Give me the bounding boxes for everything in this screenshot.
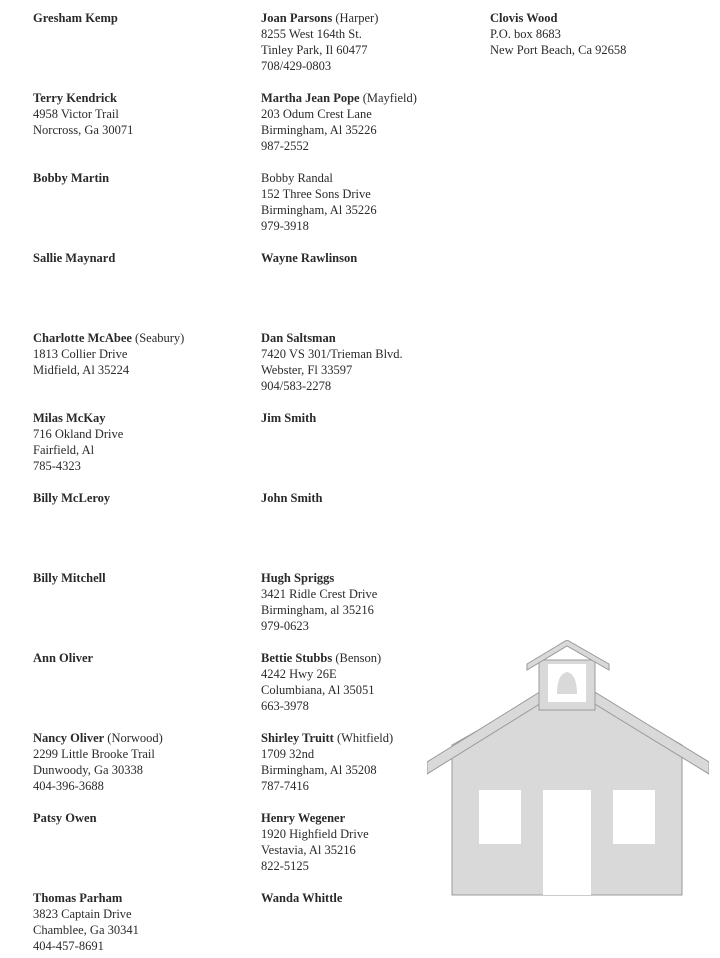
- entry-address-line: 2299 Little Brooke Trail: [33, 747, 155, 761]
- entry-name-line: [261, 570, 476, 586]
- entry-address-line: Chamblee, Ga 30341: [33, 923, 139, 937]
- entry-name-line: [261, 170, 476, 186]
- entry-phone: 979-0623: [261, 619, 309, 633]
- entry-phone: 979-3918: [261, 219, 309, 233]
- entry-name: Dan Saltsman: [261, 331, 336, 345]
- entry-address-line: 1709 32nd: [261, 747, 315, 761]
- entry-address-line: Birmingham, al 35216: [261, 603, 374, 617]
- entry-address-line: Dunwoody, Ga 30338: [33, 763, 143, 777]
- entry-name: Milas McKay: [33, 411, 106, 425]
- entry-maiden-name: (Seabury): [135, 331, 185, 345]
- entry-name: Nancy Oliver: [33, 731, 105, 745]
- entry-name: Ann Oliver: [33, 651, 94, 665]
- directory-entry: [33, 810, 248, 826]
- entry-name: Wanda Whittle: [261, 891, 343, 905]
- entry-address-line: 4958 Victor Trail: [33, 107, 119, 121]
- entry-name-line: [261, 410, 476, 426]
- entry-name-line: [33, 730, 248, 746]
- entry-address-line: 7420 VS 301/Trieman Blvd.: [261, 347, 403, 361]
- directory-entry: [33, 330, 248, 378]
- entry-maiden-name: (Harper): [335, 11, 379, 25]
- directory-entry: [33, 890, 248, 954]
- entry-name: Hugh Spriggs: [261, 571, 335, 585]
- entry-maiden-name: (Norwood): [107, 731, 163, 745]
- entry-maiden-name: (Whitfield): [336, 731, 394, 745]
- directory-entry: [261, 250, 476, 266]
- entry-name: Patsy Owen: [33, 811, 97, 825]
- entry-address-line: 152 Three Sons Drive: [261, 187, 371, 201]
- entry-name: Henry Wegener: [261, 811, 346, 825]
- entry-name-line: [33, 570, 248, 586]
- entry-name: Joan Parsons: [261, 11, 333, 25]
- entry-name-line: [33, 250, 248, 266]
- right-window: [613, 790, 655, 844]
- entry-address-line: 3421 Ridle Crest Drive: [261, 587, 378, 601]
- entry-phone: 663-3978: [261, 699, 309, 713]
- entry-phone: 404-457-8691: [33, 939, 104, 953]
- entry-phone: 822-5125: [261, 859, 309, 873]
- entry-name-line: [33, 810, 248, 826]
- directory-entry: [33, 570, 248, 586]
- entry-name: Bobby Martin: [33, 171, 110, 185]
- entry-name-line: [33, 890, 248, 906]
- directory-entry: [261, 10, 476, 74]
- entry-address-line: Norcross, Ga 30071: [33, 123, 134, 137]
- entry-address-line: Webster, Fl 33597: [261, 363, 353, 377]
- entry-address-line: 716 Okland Drive: [33, 427, 124, 441]
- entry-name: Bettie Stubbs: [261, 651, 333, 665]
- entry-address-line: Birmingham, Al 35208: [261, 763, 377, 777]
- door: [543, 790, 591, 895]
- entry-address-line: 8255 West 164th St.: [261, 27, 362, 41]
- entry-name: Billy Mitchell: [33, 571, 106, 585]
- entry-name-line: [261, 250, 476, 266]
- entry-name: Sallie Maynard: [33, 251, 116, 265]
- entry-name-line: [261, 90, 476, 106]
- entry-address-line: Fairfield, Al: [33, 443, 95, 457]
- entry-phone: 404-396-3688: [33, 779, 104, 793]
- directory-entry: [261, 570, 476, 634]
- entry-address-line: P.O. box 8683: [490, 27, 561, 41]
- directory-entry: [33, 490, 248, 506]
- entry-name-line: [261, 10, 476, 26]
- entry-address-line: Midfield, Al 35224: [33, 363, 130, 377]
- entry-name: Terry Kendrick: [33, 91, 117, 105]
- directory-entry: [33, 730, 248, 794]
- entry-name-line: [33, 330, 248, 346]
- entry-name: Wayne Rawlinson: [261, 251, 358, 265]
- entry-name: Clovis Wood: [490, 11, 558, 25]
- entry-address-line: New Port Beach, Ca 92658: [490, 43, 627, 57]
- entry-address-line: 203 Odum Crest Lane: [261, 107, 372, 121]
- entry-address-line: 1813 Collier Drive: [33, 347, 128, 361]
- entry-maiden-name: (Mayfield): [362, 91, 417, 105]
- entry-name-line: [33, 10, 248, 26]
- directory-entry: [33, 250, 248, 266]
- entry-phone: 785-4323: [33, 459, 81, 473]
- entry-name-line: [490, 10, 710, 26]
- directory-entry: [261, 170, 476, 234]
- entry-phone: 708/429-0803: [261, 59, 332, 73]
- entry-address-line: 4242 Hwy 26E: [261, 667, 337, 681]
- entry-phone: 787-7416: [261, 779, 309, 793]
- entry-name-line: [261, 330, 476, 346]
- entry-name: Martha Jean Pope: [261, 91, 360, 105]
- entry-name-line: [33, 170, 248, 186]
- entry-phone: 987-2552: [261, 139, 309, 153]
- entry-name: Gresham Kemp: [33, 11, 118, 25]
- entry-name: Billy McLeroy: [33, 491, 111, 505]
- directory-entry: [261, 490, 476, 506]
- entry-maiden-name: (Benson): [335, 651, 382, 665]
- entry-address-line: Birmingham, Al 35226: [261, 123, 377, 137]
- entry-name: Charlotte McAbee: [33, 331, 132, 345]
- directory-entry: [33, 410, 248, 474]
- entry-name-line: [33, 490, 248, 506]
- directory-entry: [261, 410, 476, 426]
- entry-name: John Smith: [261, 491, 323, 505]
- directory-entry: [261, 330, 476, 394]
- entry-name: Shirley Truitt: [261, 731, 334, 745]
- directory-entry: [490, 10, 710, 58]
- entry-name: Thomas Parham: [33, 891, 123, 905]
- entry-address-line: Vestavia, Al 35216: [261, 843, 356, 857]
- schoolhouse-icon: [427, 640, 709, 896]
- entry-address-line: Birmingham, Al 35226: [261, 203, 377, 217]
- entry-name: Bobby Randal: [261, 171, 333, 185]
- directory-entry: [33, 650, 248, 666]
- directory-entry: [261, 90, 476, 154]
- entry-name-line: [33, 410, 248, 426]
- entry-phone: 904/583-2278: [261, 379, 332, 393]
- entry-address-line: Tinley Park, Il 60477: [261, 43, 368, 57]
- entry-name-line: [33, 650, 248, 666]
- entry-name-line: [33, 90, 248, 106]
- directory-entry: [33, 90, 248, 138]
- directory-entry: [33, 170, 248, 186]
- entry-name: Jim Smith: [261, 411, 317, 425]
- entry-address-line: 1920 Highfield Drive: [261, 827, 369, 841]
- entry-name-line: [261, 490, 476, 506]
- entry-address-line: Columbiana, Al 35051: [261, 683, 375, 697]
- directory-entry: [33, 10, 248, 26]
- left-window: [479, 790, 521, 844]
- entry-address-line: 3823 Captain Drive: [33, 907, 132, 921]
